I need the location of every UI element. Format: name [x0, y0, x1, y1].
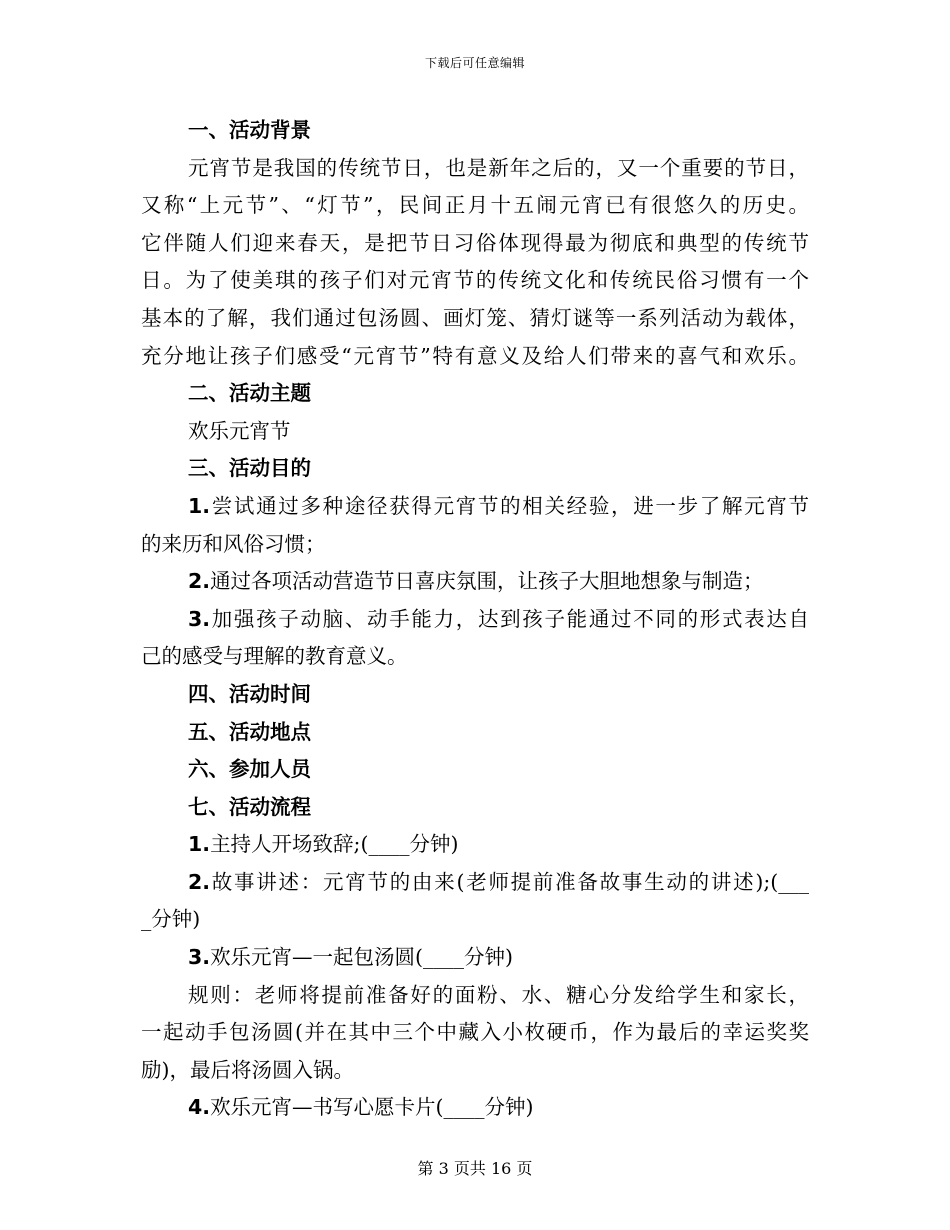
step-number: 4.: [188, 1095, 211, 1120]
goal-text: 通过各项活动营造节日喜庆氛围，让孩子大胆地想象与制造；: [210, 569, 764, 594]
goal-item-3: [141, 601, 809, 639]
goal-text: 尝试通过多种途径获得元宵节的相关经验，进一步了解元宵节: [210, 493, 809, 518]
step-number: 3.: [188, 945, 211, 970]
page-number-footer: 第 3 页共 16 页: [417, 1159, 533, 1178]
step-text: 主持人开场致辞;(____分钟): [210, 832, 459, 857]
rule-line: 规则：老师将提前准备好的面粉、水、糖心分发给学生和家长，: [188, 982, 809, 1007]
goal-number: 2.: [188, 569, 211, 594]
goal-item-3-continued: 己的感受与理解的教育意义。: [141, 644, 408, 669]
process-step-2-continued: _分钟): [141, 907, 201, 932]
paragraph-line: 它伴随人们迎来春天，是把节日习俗体现得最为彻底和典型的传统节: [141, 230, 809, 255]
paragraph-line: 基本的了解，我们通过包汤圆、画灯笼、猜灯谜等一系列活动为载体，: [141, 305, 809, 330]
document-body: [141, 112, 809, 1127]
paragraph-line: 日。为了使美琪的孩子们对元宵节的传统文化和传统民俗习惯有一个: [141, 268, 809, 293]
section-heading-participants: 六、参加人员: [188, 757, 311, 782]
goal-item-1: [141, 488, 809, 526]
step-text: 欢乐元宵—书写心愿卡片(____分钟): [210, 1095, 534, 1120]
section-heading-place: 五、活动地点: [188, 719, 311, 744]
step-number: 2.: [188, 869, 211, 894]
paragraph-line: 元宵节是我国的传统节日，也是新年之后的，又一个重要的节日，: [188, 155, 809, 180]
goal-number: 3.: [188, 606, 211, 631]
process-step-1: [141, 826, 809, 864]
goal-number: 1.: [188, 493, 211, 518]
rule-line: 一起动手包汤圆(并在其中三个中藏入小枚硬币，作为最后的幸运奖奖: [141, 1020, 809, 1045]
step-text: 欢乐元宵—一起包汤圆(____分钟): [210, 945, 514, 970]
goal-item-2: [141, 563, 809, 601]
paragraph-line: 又称“上元节”、“灯节”，民间正月十五闹元宵已有很悠久的历史。: [141, 193, 809, 218]
section-heading-time: 四、活动时间: [188, 681, 311, 706]
goal-text: 加强孩子动脑、动手能力，达到孩子能通过不同的形式表达自: [210, 606, 809, 631]
theme-text: 欢乐元宵节: [188, 418, 291, 443]
process-step-4: [141, 1089, 809, 1127]
header-note: 下载后可任意编辑: [424, 56, 525, 70]
step-text: 故事讲述：元宵节的由来(老师提前准备故事生动的讲述);(___: [210, 869, 809, 894]
rule-line: 励)，最后将汤圆入锅。: [141, 1057, 354, 1082]
process-step-2: [141, 864, 809, 902]
process-step-3: [141, 939, 809, 977]
section-heading-process: 七、活动流程: [188, 794, 311, 819]
section-heading-theme: 二、活动主题: [188, 381, 311, 406]
step-number: 1.: [188, 832, 211, 857]
section-heading-goals: 三、活动目的: [188, 456, 311, 481]
section-heading-background: 一、活动背景: [188, 118, 311, 142]
paragraph-line: 充分地让孩子们感受“元宵节”特有意义及给人们带来的喜气和欢乐。: [141, 343, 809, 368]
goal-item-1-continued: 的来历和风俗习惯；: [141, 531, 326, 556]
